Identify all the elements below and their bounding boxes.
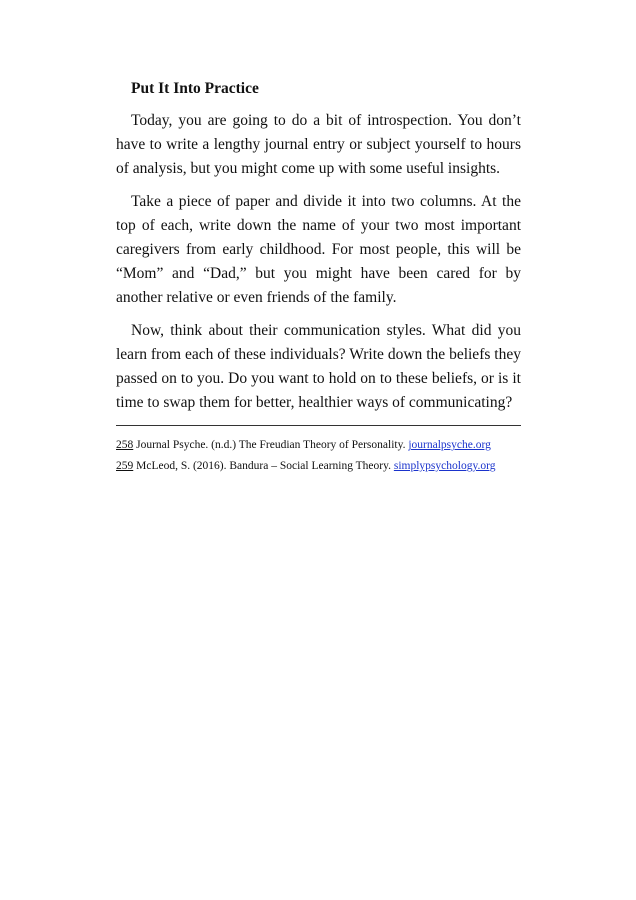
footnote-link[interactable]: journalpsyche.org [408,439,491,452]
footnote-258 [116,435,521,456]
footnote-number[interactable]: 259 [116,460,134,473]
paragraph-caregivers: Take a piece of paper and divide it into two columns. At the top of each, write down the name of your two most important caregivers from early childhood. For most people, this will be “Mom” and “Dad,” but you might have been cared for by another relative or even friends of the family. [116,192,521,307]
section-heading: Put It Into Practice [131,80,259,97]
page-content [116,78,521,477]
footnote-link[interactable]: simplypsychology.org [393,460,496,473]
footnote-text: McLeod, S. (2016). Bandura – Social Learning Theory. [133,460,394,473]
paragraph-communication-styles: Now, think about their communication styles. What did you learn from each of these individuals? Write down the beliefs they passed on to you. Do you want to hold on to these beliefs, or is it time to swap them for better, healthier ways of communicating? [116,321,521,412]
footnote-259 [116,456,521,477]
paragraph-introspection: Today, you are going to do a bit of introspection. You don’t have to write a lengthy journal entry or subject yourself to hours of analysis, but you might come up with some useful insights. [116,112,521,178]
footnote-number[interactable]: 258 [116,439,134,452]
footnote-text: Journal Psyche. (n.d.) The Freudian Theory of Personality. [133,439,409,452]
footnote-divider [116,425,521,426]
